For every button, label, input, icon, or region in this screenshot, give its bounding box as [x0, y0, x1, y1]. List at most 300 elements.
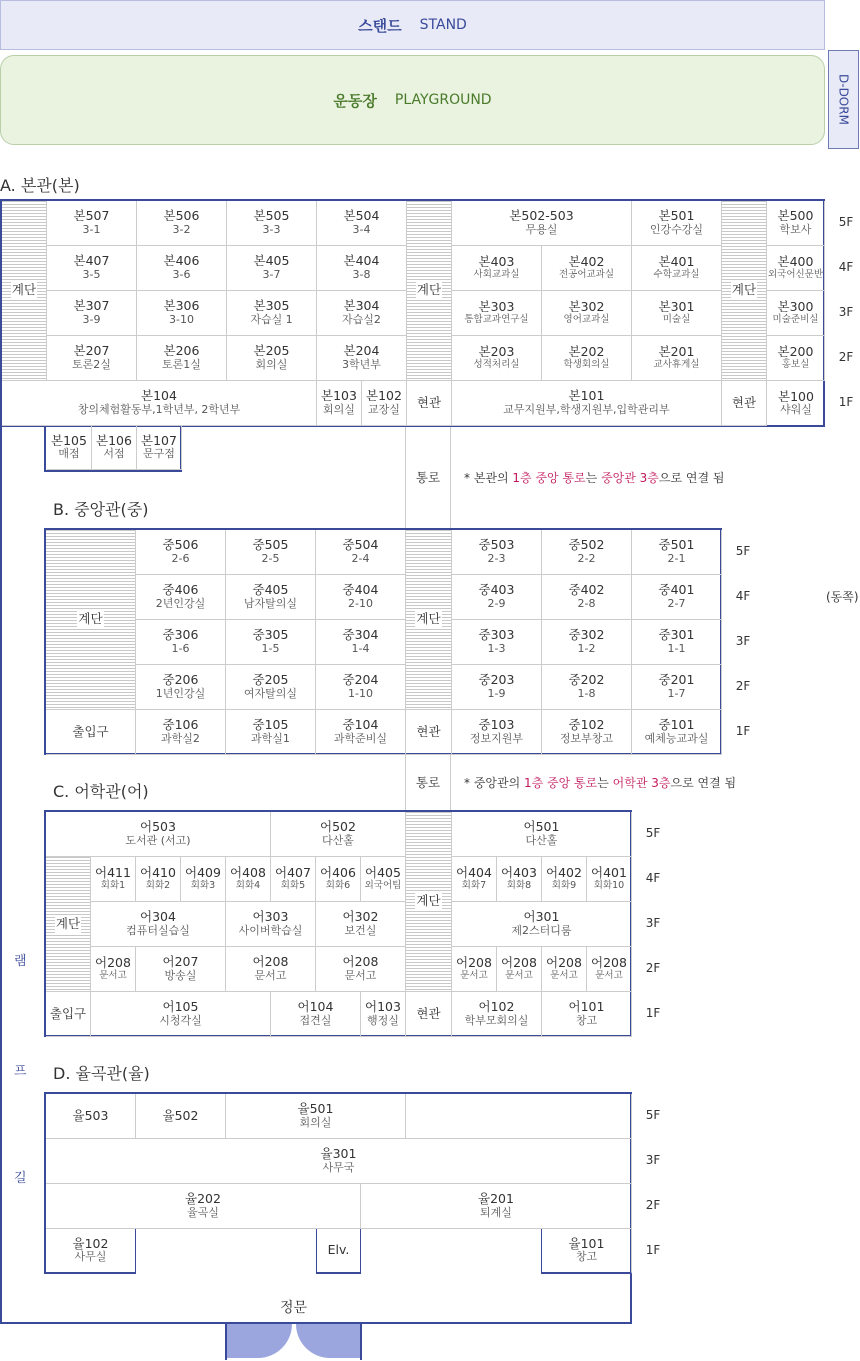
room-cell [452, 620, 542, 665]
room-cell [361, 992, 406, 1037]
room-name: 창고 [575, 1013, 598, 1027]
room-cell [226, 1094, 406, 1139]
room-cell [632, 291, 722, 336]
room-number: 어208 [95, 955, 131, 971]
room-name: 문서고 [550, 969, 578, 981]
room-number: 어104 [297, 999, 334, 1015]
exit-area [46, 710, 136, 755]
room-cell [361, 1184, 632, 1229]
room-number: 본501 [658, 208, 695, 224]
floor-label: 2F [645, 1198, 661, 1212]
room-number: 본505 [253, 208, 290, 224]
room-number: 어208 [456, 955, 492, 971]
room-name: 교무지원부,학생지원부,입학관리부 [503, 402, 670, 416]
section-title-c: C. 어학관(어) [53, 782, 149, 801]
room-number: 어501 [523, 819, 560, 835]
room-number: 어502 [320, 819, 356, 835]
room-number: 율202 [185, 1191, 221, 1207]
room-cell [137, 201, 227, 246]
room-cell [227, 201, 317, 246]
ramp-corridor-right [630, 1272, 632, 1324]
floor-label: 5F [645, 1108, 661, 1122]
room-cell [541, 1229, 632, 1274]
room-number: 본107 [141, 432, 177, 448]
room-cell [226, 710, 316, 755]
room-name: 다산홀 [525, 833, 558, 847]
room-number: 중104 [342, 717, 379, 733]
room-cell [767, 336, 825, 381]
playground-label-en: PLAYGROUND [394, 92, 492, 108]
room-number: 어409 [185, 865, 221, 881]
room-number: 본307 [73, 298, 110, 314]
room-cell [136, 530, 226, 575]
room-name: 자습실2 [342, 312, 381, 326]
floor-label: 3F [838, 305, 854, 319]
room-number: 본300 [777, 299, 814, 315]
room-number: 본106 [96, 432, 132, 448]
room-name: 3-6 [172, 267, 191, 281]
room-name: 외국어신문반 [767, 268, 824, 280]
room-cell [452, 291, 542, 336]
room-number: 어503 [140, 819, 176, 835]
room-name: 율곡실 [187, 1205, 219, 1219]
room-name: 회화6 [325, 879, 351, 891]
room-name: 문서고 [460, 969, 488, 981]
room-number: 본305 [253, 298, 290, 314]
room-number: 본406 [163, 253, 200, 269]
room-name: 보건실 [344, 923, 377, 937]
room-name: 3-4 [352, 222, 371, 236]
room-number: 어208 [252, 954, 289, 970]
room-name: 2년인강실 [155, 596, 206, 610]
stair-label: 계단 [11, 281, 37, 299]
room-cell [227, 246, 317, 291]
room-cell [316, 620, 406, 665]
room-cell [136, 947, 226, 992]
room-number: 중504 [342, 537, 379, 553]
room-name: 퇴계실 [480, 1205, 512, 1219]
gate-post-right [360, 1324, 362, 1360]
room-name: 3-8 [352, 267, 371, 281]
area-label: 출입구 [49, 1005, 87, 1021]
room-cell [632, 530, 722, 575]
room-number: 중101 [658, 717, 695, 733]
room-number: 본102 [366, 388, 402, 404]
room-name: 사무실 [74, 1250, 107, 1264]
room-number: 본205 [253, 343, 290, 359]
stair-hatch [722, 201, 767, 381]
room-number: 어303 [252, 909, 289, 925]
room-number: 본301 [658, 299, 695, 315]
room-cell [136, 857, 181, 902]
room-number: 율502 [162, 1107, 199, 1123]
room-name: 2-8 [577, 596, 596, 610]
room-cell [542, 947, 587, 992]
room-cell [226, 530, 316, 575]
ramp-char-1: 램 [14, 954, 27, 969]
room-cell [317, 246, 407, 291]
room-number: 본303 [478, 299, 515, 315]
room-cell [767, 291, 825, 336]
room-name: 문서고 [344, 968, 377, 982]
room-name: 학부모회의실 [464, 1013, 529, 1027]
room-name: 문서고 [254, 968, 287, 982]
room-cell [362, 381, 407, 426]
room-number: 어102 [478, 999, 515, 1015]
room-name: 정보부창고 [559, 731, 614, 745]
room-cell [452, 947, 497, 992]
floor-label: 1F [838, 395, 854, 409]
room-cell [542, 575, 632, 620]
room-name: 문서고 [595, 969, 623, 981]
room-cell [46, 1094, 136, 1139]
room-cell [452, 992, 542, 1037]
room-name: 남자탈의실 [243, 596, 298, 610]
room-number: 중403 [478, 582, 515, 598]
stair-hatch [406, 530, 452, 710]
room-cell [767, 246, 825, 291]
room-number: 어301 [523, 909, 560, 925]
room-number: 어403 [501, 865, 537, 881]
room-number: 본101 [568, 388, 605, 404]
room-cell [767, 201, 825, 246]
room-cell [91, 902, 226, 947]
room-cell [271, 992, 361, 1037]
room-name: 2-2 [577, 551, 596, 565]
room-name: 1-8 [577, 686, 596, 700]
room-name: 회화9 [551, 879, 577, 891]
room-number: 어404 [456, 865, 492, 881]
stair-label: 계단 [415, 610, 441, 628]
room-cell [632, 710, 722, 755]
room-cell [317, 201, 407, 246]
room-cell [542, 336, 632, 381]
room-cell [542, 246, 632, 291]
room-name: 1년인강실 [155, 686, 206, 700]
room-name: 수학교과실 [653, 268, 700, 280]
room-name: 회의실 [299, 1115, 332, 1129]
room-name: 정보지원부 [469, 731, 524, 745]
east-label: (동쪽) [826, 590, 859, 604]
stair-label: 계단 [731, 281, 757, 299]
ramp-char-2: 프 [14, 1064, 27, 1079]
entrance-area [722, 381, 767, 426]
room-name: 창고 [575, 1250, 598, 1264]
room-name: 1-4 [351, 641, 370, 655]
room-cell [587, 857, 632, 902]
room-name: 1-9 [487, 686, 506, 700]
building-a-annex [44, 426, 182, 472]
room-number: 율301 [320, 1146, 357, 1162]
room-name: 1-7 [667, 686, 686, 700]
room-number: 어406 [320, 865, 356, 881]
room-name: 3-5 [82, 267, 101, 281]
room-cell [47, 246, 137, 291]
room-number: 중405 [252, 582, 289, 598]
room-cell [361, 857, 406, 902]
room-number: 어407 [275, 865, 311, 881]
room-name: 3-3 [262, 222, 281, 236]
room-cell [136, 1094, 226, 1139]
room-number: 어402 [546, 865, 582, 881]
room-cell [227, 291, 317, 336]
room-cell [452, 857, 497, 902]
room-number: 중203 [478, 672, 515, 688]
room-name: 미술준비실 [772, 313, 819, 325]
floor-label: 4F [735, 589, 751, 603]
stair-label: 계단 [77, 610, 103, 628]
room-cell [226, 902, 316, 947]
room-number: 본105 [51, 432, 87, 448]
room-number: 본104 [141, 388, 177, 404]
entrance-area [406, 992, 452, 1037]
room-number: 본400 [777, 254, 814, 270]
room-number: 본202 [568, 344, 605, 360]
section-title-d: D. 율곡관(율) [53, 1064, 150, 1083]
room-name: 3-1 [82, 222, 101, 236]
stair-label: 계단 [416, 281, 442, 299]
room-name: 도서관 (서고) [125, 833, 191, 847]
room-name: 3-10 [169, 312, 194, 326]
room-cell [316, 710, 406, 755]
room-name: 회화1 [100, 879, 126, 891]
room-cell [452, 902, 632, 947]
stand-area [0, 0, 825, 50]
room-cell [452, 246, 542, 291]
room-cell [632, 201, 722, 246]
room-number: 어408 [230, 865, 266, 881]
room-cell [316, 530, 406, 575]
floor-label: 3F [645, 1153, 661, 1167]
room-number: 중502 [568, 537, 605, 553]
room-name: 1-2 [577, 641, 596, 655]
room-number: 중501 [658, 537, 695, 553]
room-number: 중406 [162, 582, 199, 598]
room-name: 2-5 [261, 551, 280, 565]
room-cell [317, 336, 407, 381]
area-label: 현관 [416, 1005, 441, 1021]
room-cell [47, 201, 137, 246]
room-cell [542, 665, 632, 710]
room-name: 회화7 [461, 879, 487, 891]
stair-label: 계단 [55, 915, 81, 933]
room-name: 3-7 [262, 267, 281, 281]
room-number: 본401 [658, 254, 695, 270]
room-cell [316, 857, 361, 902]
ramp-char-3: 길 [14, 1171, 27, 1186]
room-number: 율503 [72, 1107, 109, 1123]
floor-label: 2F [838, 350, 854, 364]
room-name: 1-1 [667, 641, 686, 655]
empty-room [406, 1094, 632, 1139]
building-a [0, 199, 825, 427]
room-number: 중202 [568, 672, 605, 688]
room-name: 회화5 [280, 879, 306, 891]
room-name: 문구점 [143, 447, 175, 461]
room-cell [497, 947, 542, 992]
room-cell [271, 812, 406, 857]
room-number: 어208 [591, 955, 627, 971]
room-name: 과학준비실 [333, 731, 388, 745]
playground-area [0, 55, 825, 145]
room-number: 본403 [478, 254, 515, 270]
room-number: 어411 [95, 865, 131, 881]
room-name: 컴퓨터실습실 [126, 923, 190, 937]
room-cell [316, 947, 406, 992]
room-number: 중205 [252, 672, 289, 688]
room-cell [271, 857, 316, 902]
room-cell [46, 1229, 136, 1274]
room-cell [316, 665, 406, 710]
room-name: 과학실1 [251, 731, 290, 745]
room-number: 본201 [658, 344, 695, 360]
room-number: 본500 [777, 208, 814, 224]
room-cell [542, 291, 632, 336]
floor-label: 4F [645, 871, 661, 885]
entrance-area [407, 381, 452, 426]
room-name: 전공어교과실 [558, 268, 615, 280]
entrance-area [406, 710, 452, 755]
room-number: Elv. [327, 1242, 350, 1258]
room-cell [46, 812, 271, 857]
room-number: 어401 [591, 865, 627, 881]
room-cell [452, 710, 542, 755]
room-number: 중503 [478, 537, 515, 553]
room-cell [542, 530, 632, 575]
room-cell [91, 857, 136, 902]
elevator [316, 1229, 361, 1274]
room-name: 1-5 [261, 641, 280, 655]
room-cell [226, 947, 316, 992]
stand-label-en: STAND [419, 17, 467, 33]
area-label: 현관 [416, 394, 442, 410]
room-cell [542, 857, 587, 902]
room-number: 본200 [777, 344, 814, 360]
room-name: 회의실 [323, 402, 355, 416]
building-d [44, 1092, 632, 1274]
room-number: 율102 [72, 1235, 109, 1251]
room-cell [316, 575, 406, 620]
stair-label: 계단 [415, 892, 441, 910]
room-number: 어304 [140, 909, 176, 925]
room-number: 중301 [658, 627, 695, 643]
room-number: 중105 [252, 717, 289, 733]
room-cell [632, 336, 722, 381]
room-name: 2-1 [667, 551, 686, 565]
room-cell [452, 812, 632, 857]
room-number: 중306 [162, 627, 199, 643]
room-name: 샤워실 [780, 403, 812, 417]
room-number: 어410 [140, 865, 176, 881]
floor-label: 5F [838, 215, 854, 229]
room-number: 중106 [162, 717, 199, 733]
room-number: 본103 [321, 388, 357, 404]
room-cell [226, 620, 316, 665]
building-c [44, 810, 632, 1037]
room-cell [452, 336, 542, 381]
room-cell [452, 201, 632, 246]
room-name: 회화4 [235, 879, 261, 891]
room-name: 회의실 [255, 357, 288, 371]
gate-post-left [225, 1324, 227, 1360]
room-number: 율201 [478, 1191, 514, 1207]
room-number: 본506 [163, 208, 200, 224]
room-number: 본304 [343, 298, 380, 314]
room-cell [137, 336, 227, 381]
room-number: 본404 [343, 253, 380, 269]
room-cell [632, 665, 722, 710]
room-name: 사이버학습실 [238, 923, 303, 937]
room-name: 3-2 [172, 222, 191, 236]
room-name: 외국어팀 [364, 879, 402, 891]
room-cell [137, 291, 227, 336]
building-b [44, 528, 722, 755]
room-cell [136, 575, 226, 620]
room-cell [226, 575, 316, 620]
room-name: 토론2실 [72, 357, 111, 371]
room-number: 중103 [478, 717, 515, 733]
room-number: 중102 [568, 717, 605, 733]
room-cell [47, 426, 92, 470]
playground-label-ko: 운동장 [333, 91, 377, 110]
room-name: 회화8 [506, 879, 532, 891]
room-number: 중401 [658, 582, 695, 598]
room-name: 문서고 [505, 969, 533, 981]
room-name: 사무국 [322, 1160, 355, 1174]
room-name: 1-3 [487, 641, 506, 655]
room-name: 시청각실 [159, 1013, 202, 1027]
room-number: 어208 [546, 955, 582, 971]
room-name: 창의체험활동부,1학년부, 2학년부 [77, 402, 241, 416]
room-cell [91, 947, 136, 992]
room-cell [452, 381, 722, 426]
gate-fan-right [296, 1324, 362, 1358]
room-name: 행정실 [367, 1013, 399, 1027]
room-cell [46, 1139, 632, 1184]
room-name: 통합교과연구실 [464, 313, 529, 325]
room-number: 본203 [478, 344, 515, 360]
room-cell [92, 426, 137, 470]
room-cell [587, 947, 632, 992]
room-number: 본302 [568, 299, 605, 315]
stair-hatch [46, 857, 91, 992]
room-number: 본502-503 [509, 208, 574, 224]
stair-hatch [407, 201, 452, 381]
room-number: 어208 [501, 955, 537, 971]
room-number: 어405 [365, 865, 401, 881]
room-name: 3-9 [82, 312, 101, 326]
room-name: 1-10 [348, 686, 373, 700]
section-title-a: A. 본관(본) [0, 176, 80, 195]
room-number: 본405 [253, 253, 290, 269]
room-name: 2-10 [348, 596, 373, 610]
room-number: 중201 [658, 672, 695, 688]
room-number: 어101 [568, 999, 605, 1015]
room-cell [542, 710, 632, 755]
room-cell [497, 857, 542, 902]
floor-label: 2F [645, 961, 661, 975]
room-cell [317, 291, 407, 336]
room-number: 본100 [778, 388, 814, 404]
floor-label: 3F [645, 916, 661, 930]
room-name: 문서고 [99, 969, 127, 981]
passage-label-b: 통로 [415, 775, 441, 790]
room-name: 영어교과실 [563, 313, 610, 325]
room-cell [46, 1184, 361, 1229]
room-cell [136, 710, 226, 755]
dorm-area [828, 50, 859, 149]
room-cell [452, 575, 542, 620]
